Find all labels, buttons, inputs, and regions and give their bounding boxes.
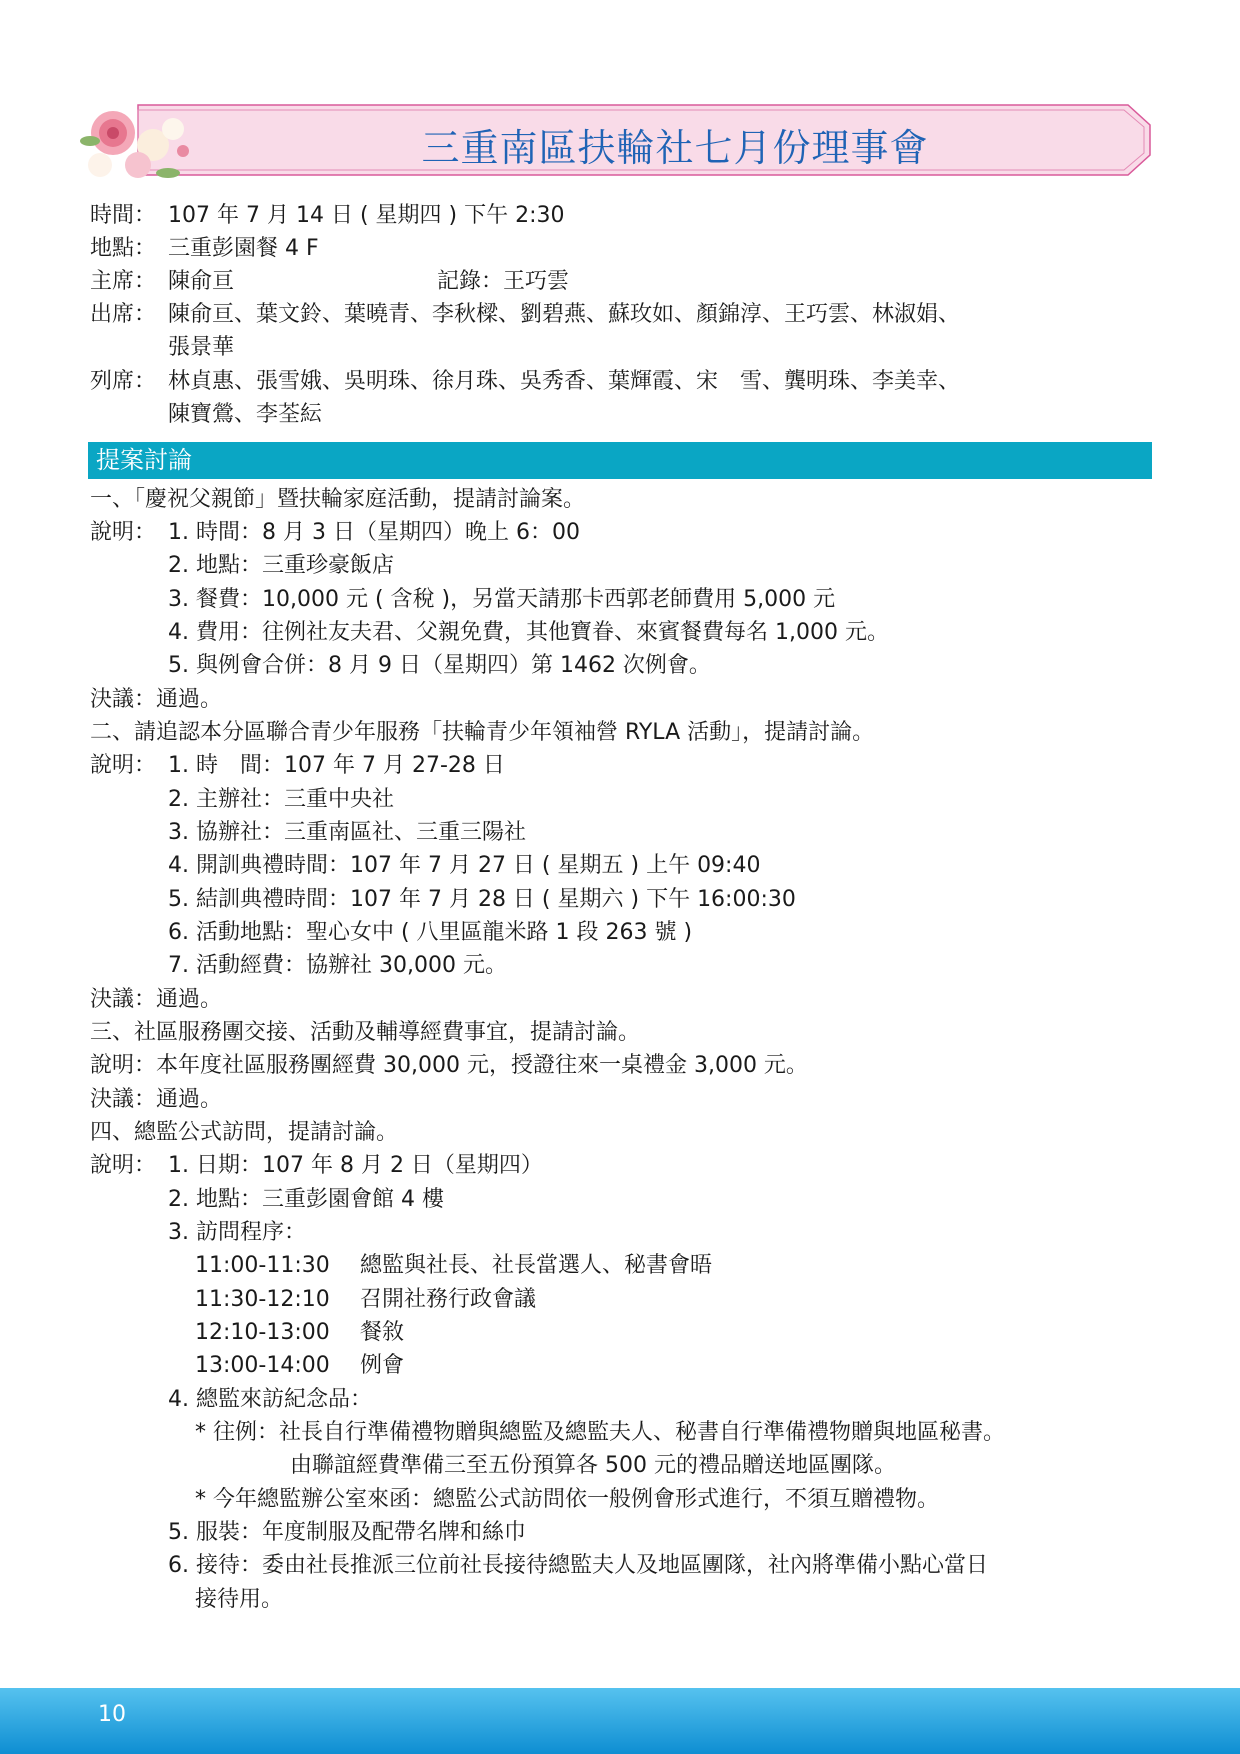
proposal-1-resolution: 決議：通過。: [90, 687, 223, 712]
meeting-place: 地點： 三重彭園餐 4 F: [90, 236, 319, 261]
proposal-4-item: 5. 服裝：年度制服及配帶名牌和絲巾: [168, 1520, 526, 1545]
proposal-4-item: 4. 總監來訪紀念品：: [168, 1387, 372, 1412]
proposal-1-heading: 一、「慶祝父親節」暨扶輪家庭活動，提請討論案。: [90, 487, 586, 512]
proposal-4-note: * 今年總監辦公室來函：總監公式訪問依一般例會形式進行，不須互贈禮物。: [195, 1487, 939, 1512]
proposal-4-item: 3. 訪問程序：: [168, 1220, 306, 1245]
proposal-2-resolution: 決議：通過。: [90, 987, 223, 1012]
proposal-4-note-cont: 由聯誼經費準備三至五份預算各 500 元的禮品贈送地區團隊。: [290, 1453, 896, 1478]
page-number: 10: [98, 1702, 126, 1727]
proposal-2-item: 6. 活動地點：聖心女中 ( 八里區龍米路 1 段 263 號 ): [168, 920, 693, 945]
attendees-cont: 張景華: [168, 335, 235, 360]
guests-cont: 陳寶鶯、李荃紜: [168, 402, 323, 427]
attendees: 出席： 陳俞亘、葉文鈴、葉曉青、李秋樑、劉碧燕、蘇玫如、顏錦淳、王巧雲、林淑娟、: [90, 302, 961, 327]
proposal-4-item-cont: 接待用。: [195, 1587, 284, 1612]
meeting-time: 時間： 107 年 7 月 14 日 ( 星期四 ) 下午 2:30: [90, 203, 565, 228]
proposal-1-item: 5. 與例會合併：8 月 9 日（星期四）第 1462 次例會。: [168, 653, 711, 678]
proposal-2-item: 4. 開訓典禮時間：107 年 7 月 27 日 ( 星期五 ) 上午 09:40: [168, 853, 761, 878]
flower-decoration-icon: [78, 103, 208, 193]
proposal-1-item: 2. 地點：三重珍豪飯店: [168, 553, 394, 578]
proposal-1-item: 說明： 1. 時間：8 月 3 日（星期四）晚上 6：00: [90, 520, 580, 545]
proposal-4-note: * 往例：社長自行準備禮物贈與總監及總監夫人、秘書自行準備禮物贈與地區秘書。: [195, 1420, 1005, 1445]
proposal-3-heading: 三、社區服務團交接、活動及輔導經費事宜，提請討論。: [90, 1020, 641, 1045]
proposal-2-item: 7. 活動經費：協辦社 30,000 元。: [168, 953, 507, 978]
schedule-row: 11:30-12:10 召開社務行政會議: [195, 1287, 537, 1312]
proposal-4-item: 6. 接待：委由社長推派三位前社長接待總監夫人及地區團隊，社內將準備小點心當日: [168, 1553, 988, 1578]
proposal-3-resolution: 決議：通過。: [90, 1087, 223, 1112]
title-banner: [78, 103, 1152, 177]
meeting-chair: 主席： 陳俞亘: [90, 269, 235, 294]
proposal-1-item: 3. 餐費：10,000 元 ( 含稅 )，另當天請那卡西郭老師費用 5,000 元: [168, 587, 836, 612]
proposal-3-desc: 說明：本年度社區服務團經費 30,000 元，授證往來一桌禮金 3,000 元。: [90, 1053, 808, 1078]
proposal-4-item: 2. 地點：三重彭園會館 4 樓: [168, 1187, 444, 1212]
proposal-2-heading: 二、請追認本分區聯合青少年服務「扶輪青少年領袖營 RYLA 活動」，提請討論。: [90, 720, 875, 745]
proposal-2-item: 3. 協辦社：三重南區社、三重三陽社: [168, 820, 526, 845]
proposal-4-heading: 四、總監公式訪問，提請討論。: [90, 1120, 399, 1145]
proposal-2-item: 5. 結訓典禮時間：107 年 7 月 28 日 ( 星期六 ) 下午 16:00:30: [168, 887, 796, 912]
schedule-row: 13:00-14:00 例會: [195, 1353, 405, 1378]
meeting-recorder: 記錄：王巧雲: [437, 269, 570, 294]
guests: 列席： 林貞惠、張雪娥、吳明珠、徐月珠、吳秀香、葉輝霞、宋 雪、龔明珠、李美幸、: [90, 369, 961, 394]
proposal-4-item: 說明： 1. 日期：107 年 8 月 2 日（星期四）: [90, 1153, 543, 1178]
page-footer: [0, 1688, 1240, 1754]
proposal-2-item: 2. 主辦社：三重中央社: [168, 787, 394, 812]
schedule-row: 11:00-11:30 總監與社長、社長當選人、秘書會晤: [195, 1253, 713, 1278]
page-title: 三重南區扶輪社七月份理事會: [421, 126, 929, 170]
section-title: 提案討論: [96, 446, 192, 474]
schedule-row: 12:10-13:00 餐敘: [195, 1320, 405, 1345]
proposal-1-item: 4. 費用：往例社友夫君、父親免費，其他寶眷、來賓餐費每名 1,000 元。: [168, 620, 889, 645]
section-header: [88, 442, 1152, 479]
proposal-2-item: 說明： 1. 時 間：107 年 7 月 27-28 日: [90, 753, 505, 778]
